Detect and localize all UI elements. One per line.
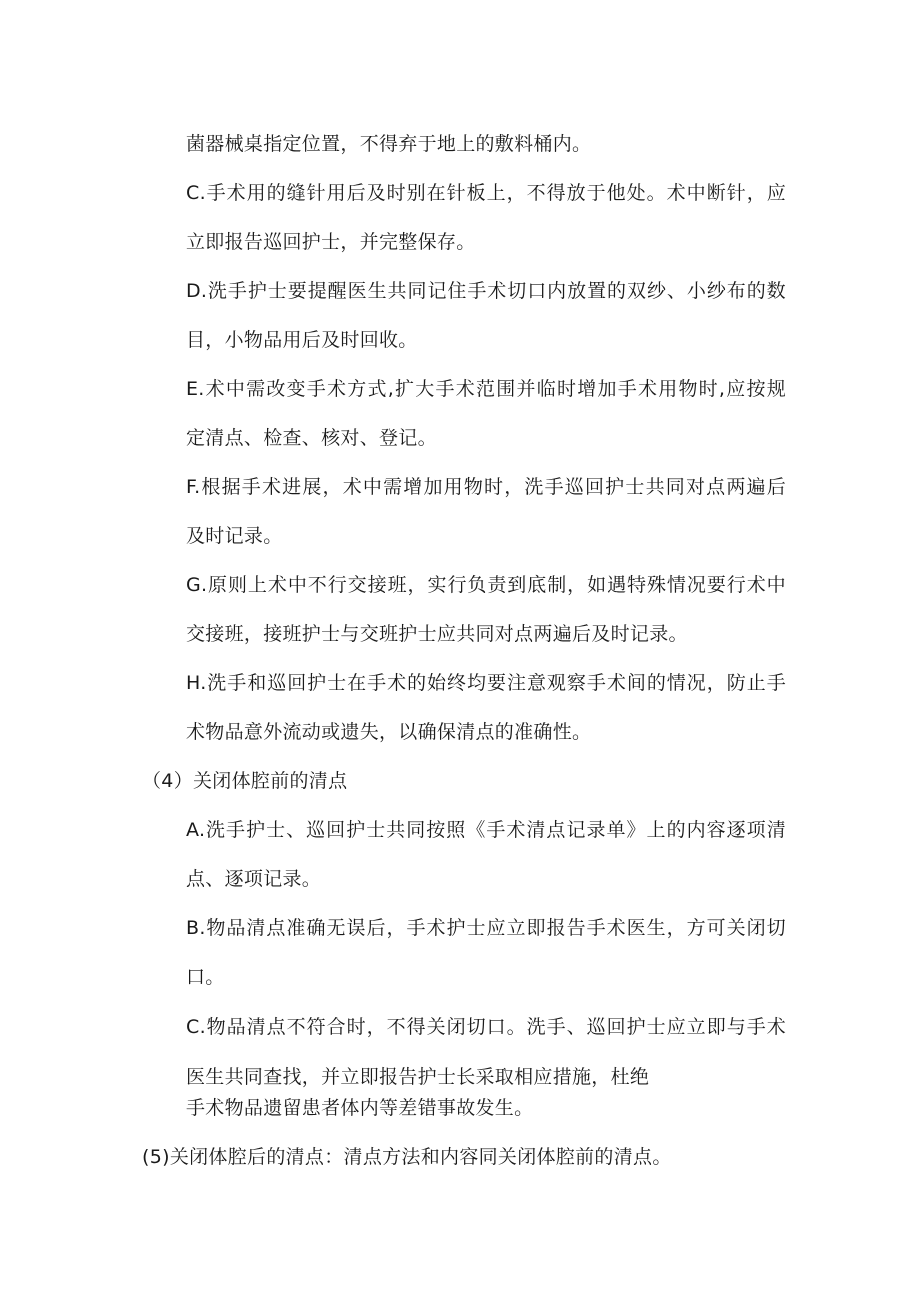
item-a-line-2: 点、逐项记录。: [186, 868, 322, 890]
item-b-line-2: 口。: [186, 966, 225, 988]
item-h-line-2: 术物品意外流动或遗失，以确保清点的准确性。: [186, 721, 592, 743]
item-d-line-2: 目，小物品用后及时回收。: [186, 329, 418, 351]
item-c2-line-1: C.物品清点不符合时，不得关闭切口。洗手、巡回护士应立即与手术: [186, 1016, 786, 1038]
item-d-line-1: D.洗手护士要提醒医生共同记住手术切口内放置的双纱、小纱布的数: [186, 280, 786, 302]
section-heading-5: (5)关闭体腔后的清点：清点方法和内容同关闭体腔前的清点。: [142, 1146, 672, 1168]
item-g-line-2: 交接班，接班护士与交班护士应共同对点两遍后及时记录。: [186, 623, 688, 645]
item-a-line-1: A.洗手护士、巡回护士共同按照《手术清点记录单》上的内容逐项清: [186, 819, 786, 841]
item-f-line-1: F.根据手术进展，术中需增加用物时，洗手巡回护士共同对点两遍后: [186, 476, 786, 498]
item-e-line-2: 定清点、检查、核对、登记。: [186, 427, 437, 449]
item-b-line-1: B.物品清点准确无误后，手术护士应立即报告手术医生，方可关闭切: [186, 917, 786, 939]
section-heading-4: （4）关闭体腔前的清点: [142, 770, 348, 792]
item-c-line-1: C.手术用的缝针用后及时别在针板上，不得放于他处。术中断针，应: [186, 182, 786, 204]
item-h-line-1: H.洗手和巡回护士在手术的始终均要注意观察手术间的情况，防止手: [186, 672, 786, 694]
item-f-line-2: 及时记录。: [186, 525, 283, 547]
item-c-line-2: 立即报告巡回护士，并完整保存。: [186, 231, 476, 253]
text-line: 菌器械桌指定位置，不得弃于地上的敷料桶内。: [186, 133, 592, 155]
item-c2-line-3: 手术物品遗留患者体内等差错事故发生。: [186, 1097, 534, 1119]
item-c2-line-2: 医生共同查找，并立即报告护士长采取相应措施，杜绝: [186, 1066, 650, 1088]
item-e-line-1: E.术中需改变手术方式,扩大手术范围并临时增加手术用物时,应按规: [186, 378, 786, 400]
item-g-line-1: G.原则上术中不行交接班，实行负责到底制，如遇特殊情况要行术中: [186, 574, 786, 596]
